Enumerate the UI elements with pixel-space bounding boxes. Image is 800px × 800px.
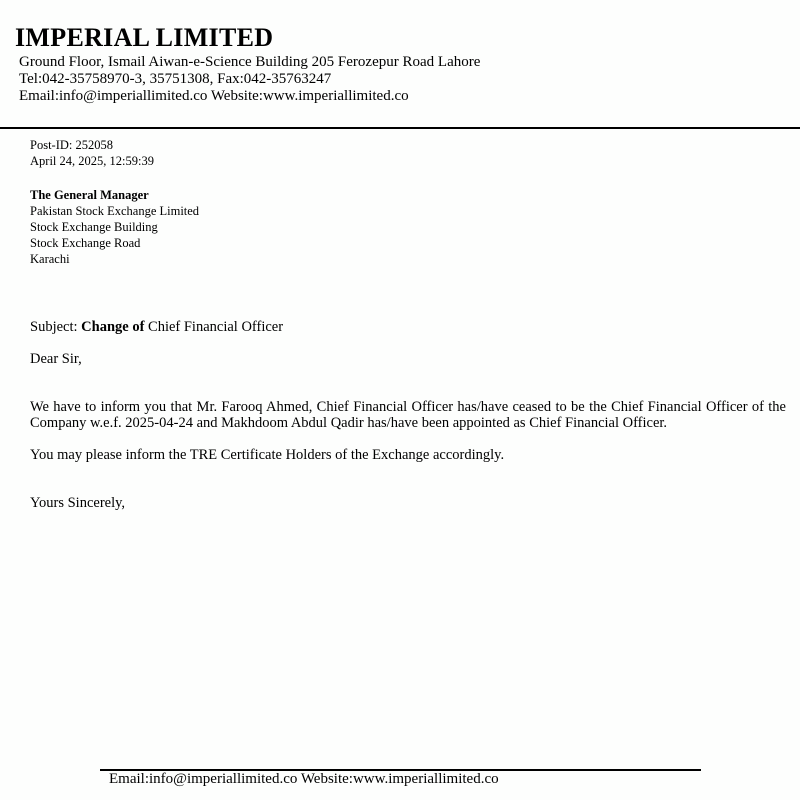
letterhead-address: Ground Floor, Ismail Aiwan-e-Science Building 205 Ferozepur Road Lahore: [19, 54, 481, 70]
salutation: Dear Sir,: [30, 351, 82, 367]
subject-line: [30, 319, 283, 336]
closing: Yours Sincerely,: [30, 495, 126, 511]
footer-contact: Email:info@imperiallimited.co Website:www.imperiallimited.co: [109, 771, 499, 787]
company-name: IMPERIAL LIMITED: [15, 23, 274, 52]
letterhead-divider: [0, 127, 800, 129]
recipient-address-line: Karachi: [30, 252, 70, 266]
post-id: Post-ID: 252058: [30, 138, 113, 152]
subject-prefix: Subject:: [30, 319, 78, 335]
subject-rest: Chief Financial Officer: [148, 319, 284, 335]
recipient-address-line: Stock Exchange Road: [30, 236, 141, 250]
recipient-title: The General Manager: [30, 188, 149, 202]
subject-bold: Change of: [81, 319, 145, 335]
letterhead-email-website: Email:info@imperiallimited.co Website:www.imperiallimited.co: [19, 88, 409, 104]
recipient-address-line: Pakistan Stock Exchange Limited: [30, 204, 200, 218]
body-paragraph-1: We have to inform you that Mr. Farooq Ahmed, Chief Financial Officer has/have ceased to be the Chief Financial Officer of the Company w.e.f. 2025-04-24 and Makhdoom Abdul Qadir has/have been appointed as Chief Financial Officer.: [30, 399, 786, 431]
body-paragraph-2: You may please inform the TRE Certificate Holders of the Exchange accordingly.: [30, 447, 505, 463]
letterhead-phone-fax: Tel:042-35758970-3, 35751308, Fax:042-35763247: [19, 71, 332, 87]
post-date: April 24, 2025, 12:59:39: [30, 154, 154, 168]
recipient-address-line: Stock Exchange Building: [30, 220, 158, 234]
